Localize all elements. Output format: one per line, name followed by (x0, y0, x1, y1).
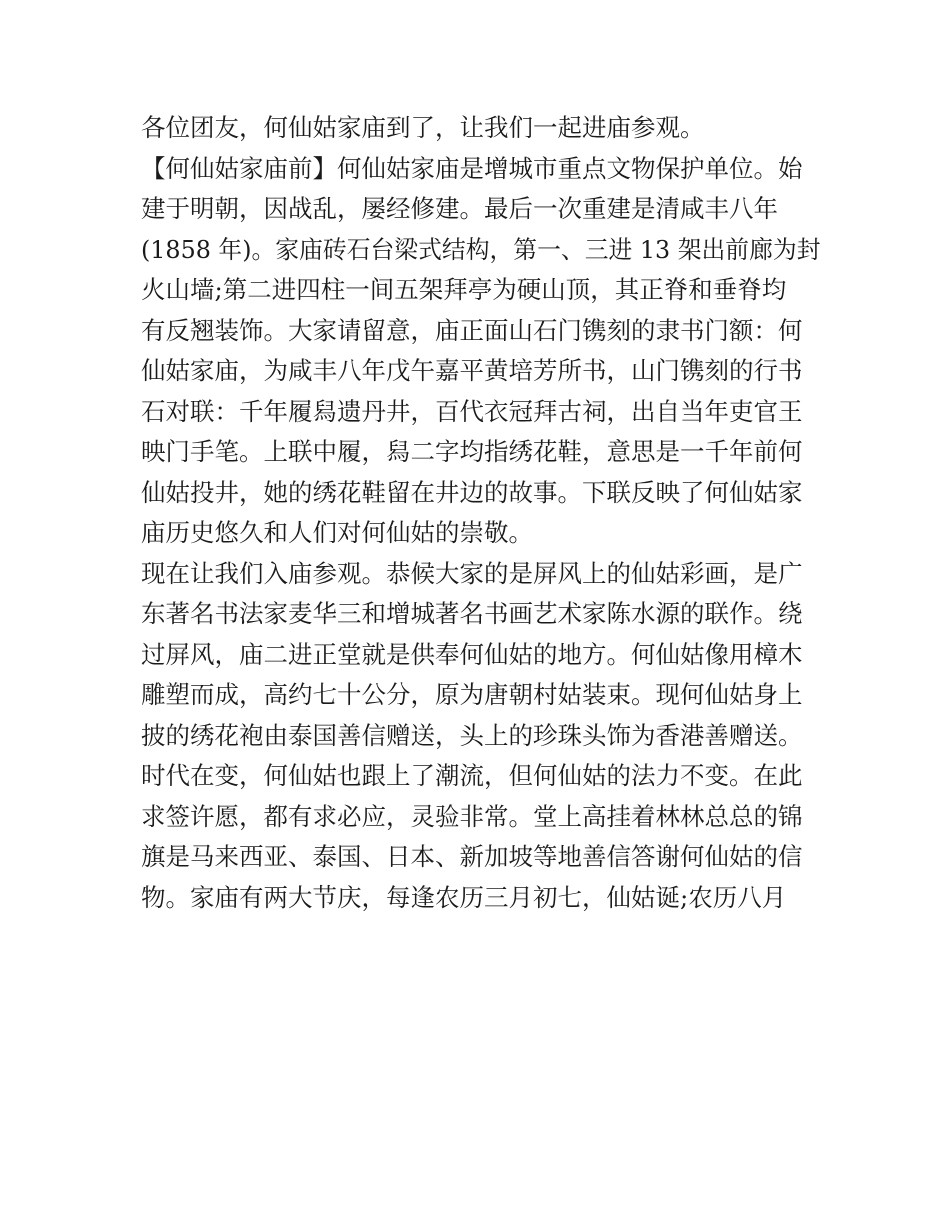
text-line: 仙姑投井，她的绣花鞋留在井边的故事。下联反映了何仙姑家 (141, 477, 803, 507)
text-line: 旗是马来西亚、泰国、日本、新加坡等地善信答谢何仙姑的信 (141, 842, 803, 871)
text-line: 过屏风，庙二进正堂就是供奉何仙姑的地方。何仙姑像用樟木 (141, 639, 803, 669)
text-line: 建于明朝，因战乱，屡经修建。最后一次重建是清咸丰八年 (141, 194, 778, 223)
text-line: 披的绣花袍由泰国善信赠送，头上的珍珠头饰为香港善赠送。 (141, 720, 803, 750)
text-line: 物。家庙有两大节庆，每逢农历三月初七，仙姑诞;农历八月 (141, 882, 787, 912)
text-line: 仙姑家庙，为咸丰八年戊午嘉平黄培芳所书，山门镌刻的行书 (141, 356, 803, 385)
text-line: 有反翘装饰。大家请留意，庙正面山石门镌刻的隶书门额：何 (141, 315, 803, 345)
text-line: 火山墙;第二进四柱一间五架拜亭为硬山顶，其正脊和垂脊均 (141, 275, 787, 304)
text-line: 时代在变，何仙姑也跟上了潮流，但何仙姑的法力不变。在此 (141, 761, 803, 790)
text-line: 石对联：千年履舄遗丹井，百代衣冠拜古祠，出自当年吏官王 (141, 396, 803, 426)
text-line: 东著名书法家麦华三和增城著名书画艺术家陈水源的联作。绕 (141, 599, 803, 628)
text-line: (1858 年)。家庙砖石台梁式结构，第一、三进 13 架出前廊为封 (141, 234, 821, 264)
text-line: 各位团友，何仙姑家庙到了，让我们一起进庙参观。 (141, 113, 705, 142)
document-body (141, 108, 821, 918)
text-line: 雕塑而成，高约七十公分，原为唐朝村姑装束。现何仙姑身上 (141, 680, 803, 709)
text-line: 【何仙姑家庙前】何仙姑家庙是增城市重点文物保护单位。始 (141, 153, 803, 183)
text-line: 现在让我们入庙参观。恭候大家的是屏风上的仙姑彩画，是广 (141, 558, 803, 588)
text-line: 求签许愿，都有求必应，灵验非常。堂上高挂着林林总总的锦 (141, 801, 803, 831)
text-line: 映门手笔。上联中履，舄二字均指绣花鞋，意思是一千年前何 (141, 437, 803, 466)
text-line: 庙历史悠久和人们对何仙姑的崇敬。 (141, 518, 533, 547)
